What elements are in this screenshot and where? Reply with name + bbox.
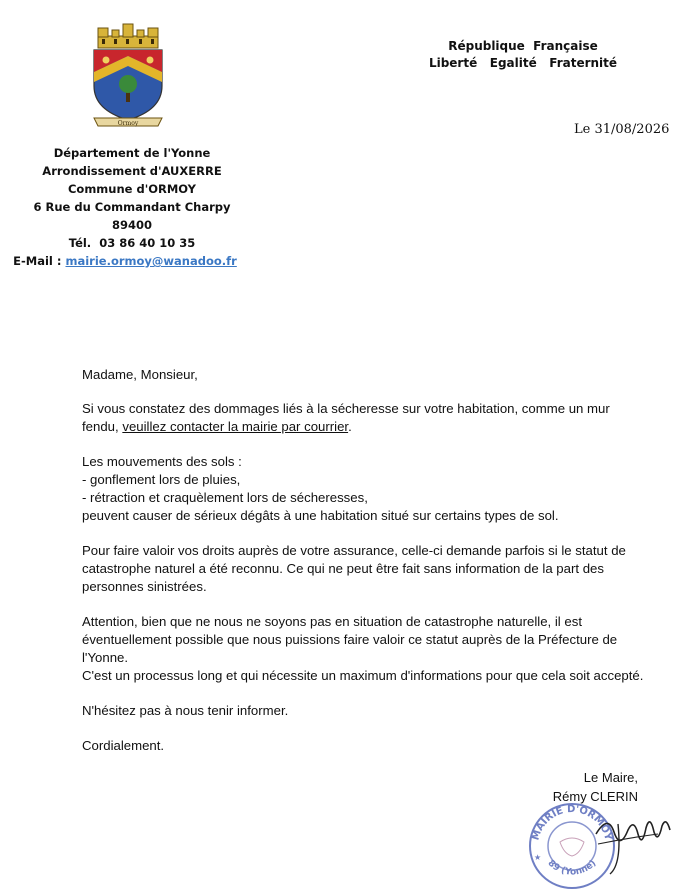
arrondissement-line: Arrondissement d'AUXERRE bbox=[42, 164, 222, 178]
signature-name: Rémy CLERIN bbox=[552, 789, 638, 804]
paragraph-3: Pour faire valoir vos droits auprès de votre assurance, celle-ci demande parfois si le statut de catastrophe naturel a été reconnu. Ce qui ne peut être fait sans information de la part des personnes sinistrées. bbox=[82, 543, 626, 594]
email-label: E-Mail : bbox=[13, 254, 62, 268]
coat-of-arms-logo bbox=[84, 22, 172, 130]
soil-movement-item-1: - gonflement lors de pluies, bbox=[82, 472, 241, 487]
paragraph-2 bbox=[82, 453, 662, 525]
department-line: Département de l'Yonne bbox=[53, 146, 211, 160]
email-line bbox=[0, 252, 250, 270]
republic-header bbox=[428, 38, 618, 72]
handwritten-signature bbox=[588, 804, 688, 884]
postcode-line: 89400 bbox=[111, 218, 152, 232]
commune-line: Commune d'ORMOY bbox=[67, 182, 196, 196]
soil-movement-conclusion: peuvent causer de sérieux dégâts à une habitation situé sur certains types de sol. bbox=[82, 508, 559, 523]
republic-line1: République Française bbox=[448, 39, 598, 53]
contact-mairie-underlined: veuillez contacter la mairie par courrier bbox=[122, 419, 349, 434]
signature-title: Le Maire, bbox=[583, 770, 638, 785]
letter-date: Le 31/08/2026 bbox=[574, 122, 670, 137]
svg-text:MAIRIE D'ORMOY: MAIRIE D'ORMOY bbox=[530, 803, 614, 842]
svg-text:Ormoy: Ormoy bbox=[117, 120, 139, 127]
closing: Cordialement. bbox=[82, 738, 165, 753]
paragraph-1-end: . bbox=[348, 419, 352, 434]
tel-number: 03 86 40 10 35 bbox=[99, 236, 196, 250]
soil-movement-item-2: - rétraction et craquèlement lors de sécheresses, bbox=[82, 490, 368, 505]
svg-text:89 (Yonne): 89 (Yonne) bbox=[545, 858, 599, 878]
svg-text:★: ★ bbox=[534, 853, 542, 862]
paragraph-5: C'est un processus long et qui nécessite un maximum d'informations pour que cela soit accepté. bbox=[82, 668, 644, 683]
republic-line2: Liberté Egalité Fraternité bbox=[428, 56, 618, 70]
street-line: 6 Rue du Commandant Charpy bbox=[33, 200, 231, 214]
paragraph-4: Attention, bien que ne nous ne soyons pas en situation de catastrophe naturelle, il est éventuellement possible que nous puissions faire valoir ce statut auprès de la Préfecture de l'Yonne. bbox=[82, 614, 618, 665]
tel-label: Tél. bbox=[68, 236, 92, 250]
paragraph-1 bbox=[82, 400, 642, 436]
soil-movement-heading: Les mouvements des sols : bbox=[82, 454, 242, 469]
email-link[interactable]: mairie.ormoy@wanadoo.fr bbox=[65, 254, 237, 268]
paragraph-1-text: Si vous constatez des dommages liés à la sécheresse sur votre habitation, comme un mur fendu, bbox=[82, 401, 610, 434]
address-block bbox=[14, 144, 250, 270]
tel-line bbox=[14, 234, 250, 252]
paragraph-6: N'hésitez pas à nous tenir informer. bbox=[82, 703, 289, 718]
salutation: Madame, Monsieur, bbox=[82, 367, 198, 382]
